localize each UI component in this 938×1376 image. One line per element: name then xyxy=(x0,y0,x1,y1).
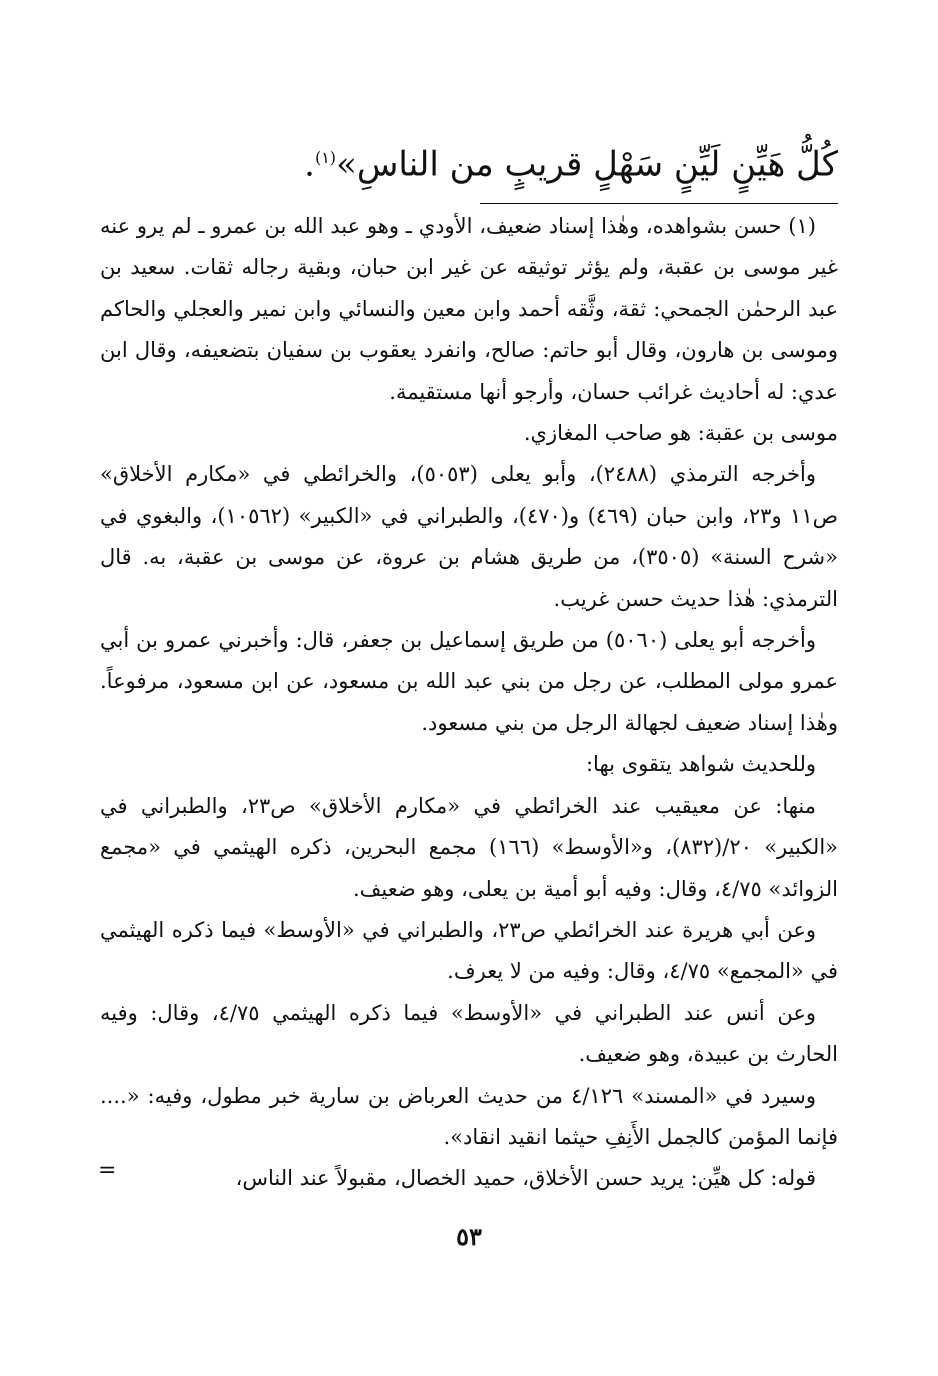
footnote-paragraph-3: وأخرجه الترمذي (٢٤٨٨)، وأبو يعلى (٥٠٥٣)، والخرائطي في «مكارم الأخلاق» ص١١ و٢٣، وابن حبان (٤٦٩) و(٤٧٠)، والطبراني في «الكبير» (١٠٥٦٢)، والبغوي في «شرح السنة» (٣٥٠٥)، من طريق هشام بن عروة، عن موسى بن عقبة، به. قال الترمذي: هٰذا حديث حسن غريب. xyxy=(100,462,838,611)
footnote-paragraph-9: وسيرد في «المسند» ٤/١٢٦ من حديث العرباض بن سارية خبر مطول، وفيه: «.... فإنما المؤمن كالجمل الأَنِفِ حيثما انقيد انقاد». xyxy=(100,1083,838,1149)
footnote-paragraph-10: قوله: كل هيِّن: يريد حسن الأخلاق، حميد الخصال، مقبولاً عند الناس، xyxy=(235,1166,816,1191)
footnote-paragraph-4: وأخرجه أبو يعلى (٥٠٦٠) من طريق إسماعيل بن جعفر، قال: وأخبرني عمرو بن أبي عمرو مولى المطلب، عن رجل من بني عبد الله بن مسعود، عن ابن مسعود، مرفوعاً. وهٰذا إسناد ضعيف لجهالة الرجل من بني مسعود. xyxy=(100,628,838,735)
hadith-text-line xyxy=(118,128,838,194)
footnote-paragraph-8: وعن أنس عند الطبراني في «الأوسط» فيما ذكره الهيثمي ٤/٧٥، وقال: وفيه الحارث بن عبيدة، وهو ضعيف. xyxy=(100,1000,838,1067)
footnote-paragraph-7: وعن أبي هريرة عند الخرائطي ص٢٣، والطبراني في «الأوسط» فيما ذكره الهيثمي في «المجمع» ٤/٧٥، وقال: وفيه من لا يعرف. xyxy=(100,917,838,984)
footnote-marker: (١) xyxy=(314,148,337,167)
footnote-paragraph-1: (١) حسن بشواهده، وهٰذا إسناد ضعيف، الأودي ـ وهو عبد الله بن عمرو ـ لم يرو عنه غير موسى بن عقبة، ولم يؤثر توثيقه عن غير ابن حبان، وبقية رجاله ثقات. سعيد بن عبد الرحمٰن الجمحي: ثقة، وثَّقه أحمد وابن معين والنسائي وابن نمير والعجلي والحاكم وموسى بن هارون، وقال أبو حاتم: صالح، وانفرد يعقوب بن سفيان بتضعيفه، وقال ابن عدي: له أحاديث غرائب حسان، وأرجو أنها مستقيمة. xyxy=(100,214,838,404)
footnote-paragraph-6: منها: عن معيقيب عند الخرائطي في «مكارم الأخلاق» ص٢٣، والطبراني في «الكبير» ٢٠/(٨٣٢)، و«الأوسط» (١٦٦) مجمع البحرين، ذكره الهيثمي في «مجمع الزوائد» ٤/٧٥، وقال: وفيه أبو أمية بن يعلى، وهو ضعيف. xyxy=(100,793,838,901)
footnote-paragraph-2: موسى بن عقبة: هو صاحب المغازي. xyxy=(523,421,838,446)
footnotes-block xyxy=(100,206,838,1200)
hadith-text: كُلُّ هَيِّنٍ لَيِّنٍ سَهْلٍ قريبٍ من الناسِ» xyxy=(336,144,838,185)
page-number: ٥٣ xyxy=(456,1222,482,1251)
footnote-paragraph-5: وللحديث شواهد يتقوى بها: xyxy=(585,752,816,777)
continuation-mark: = xyxy=(98,1158,117,1183)
footnote-separator-rule xyxy=(480,203,838,204)
hadith-end-mark: . xyxy=(304,144,315,185)
